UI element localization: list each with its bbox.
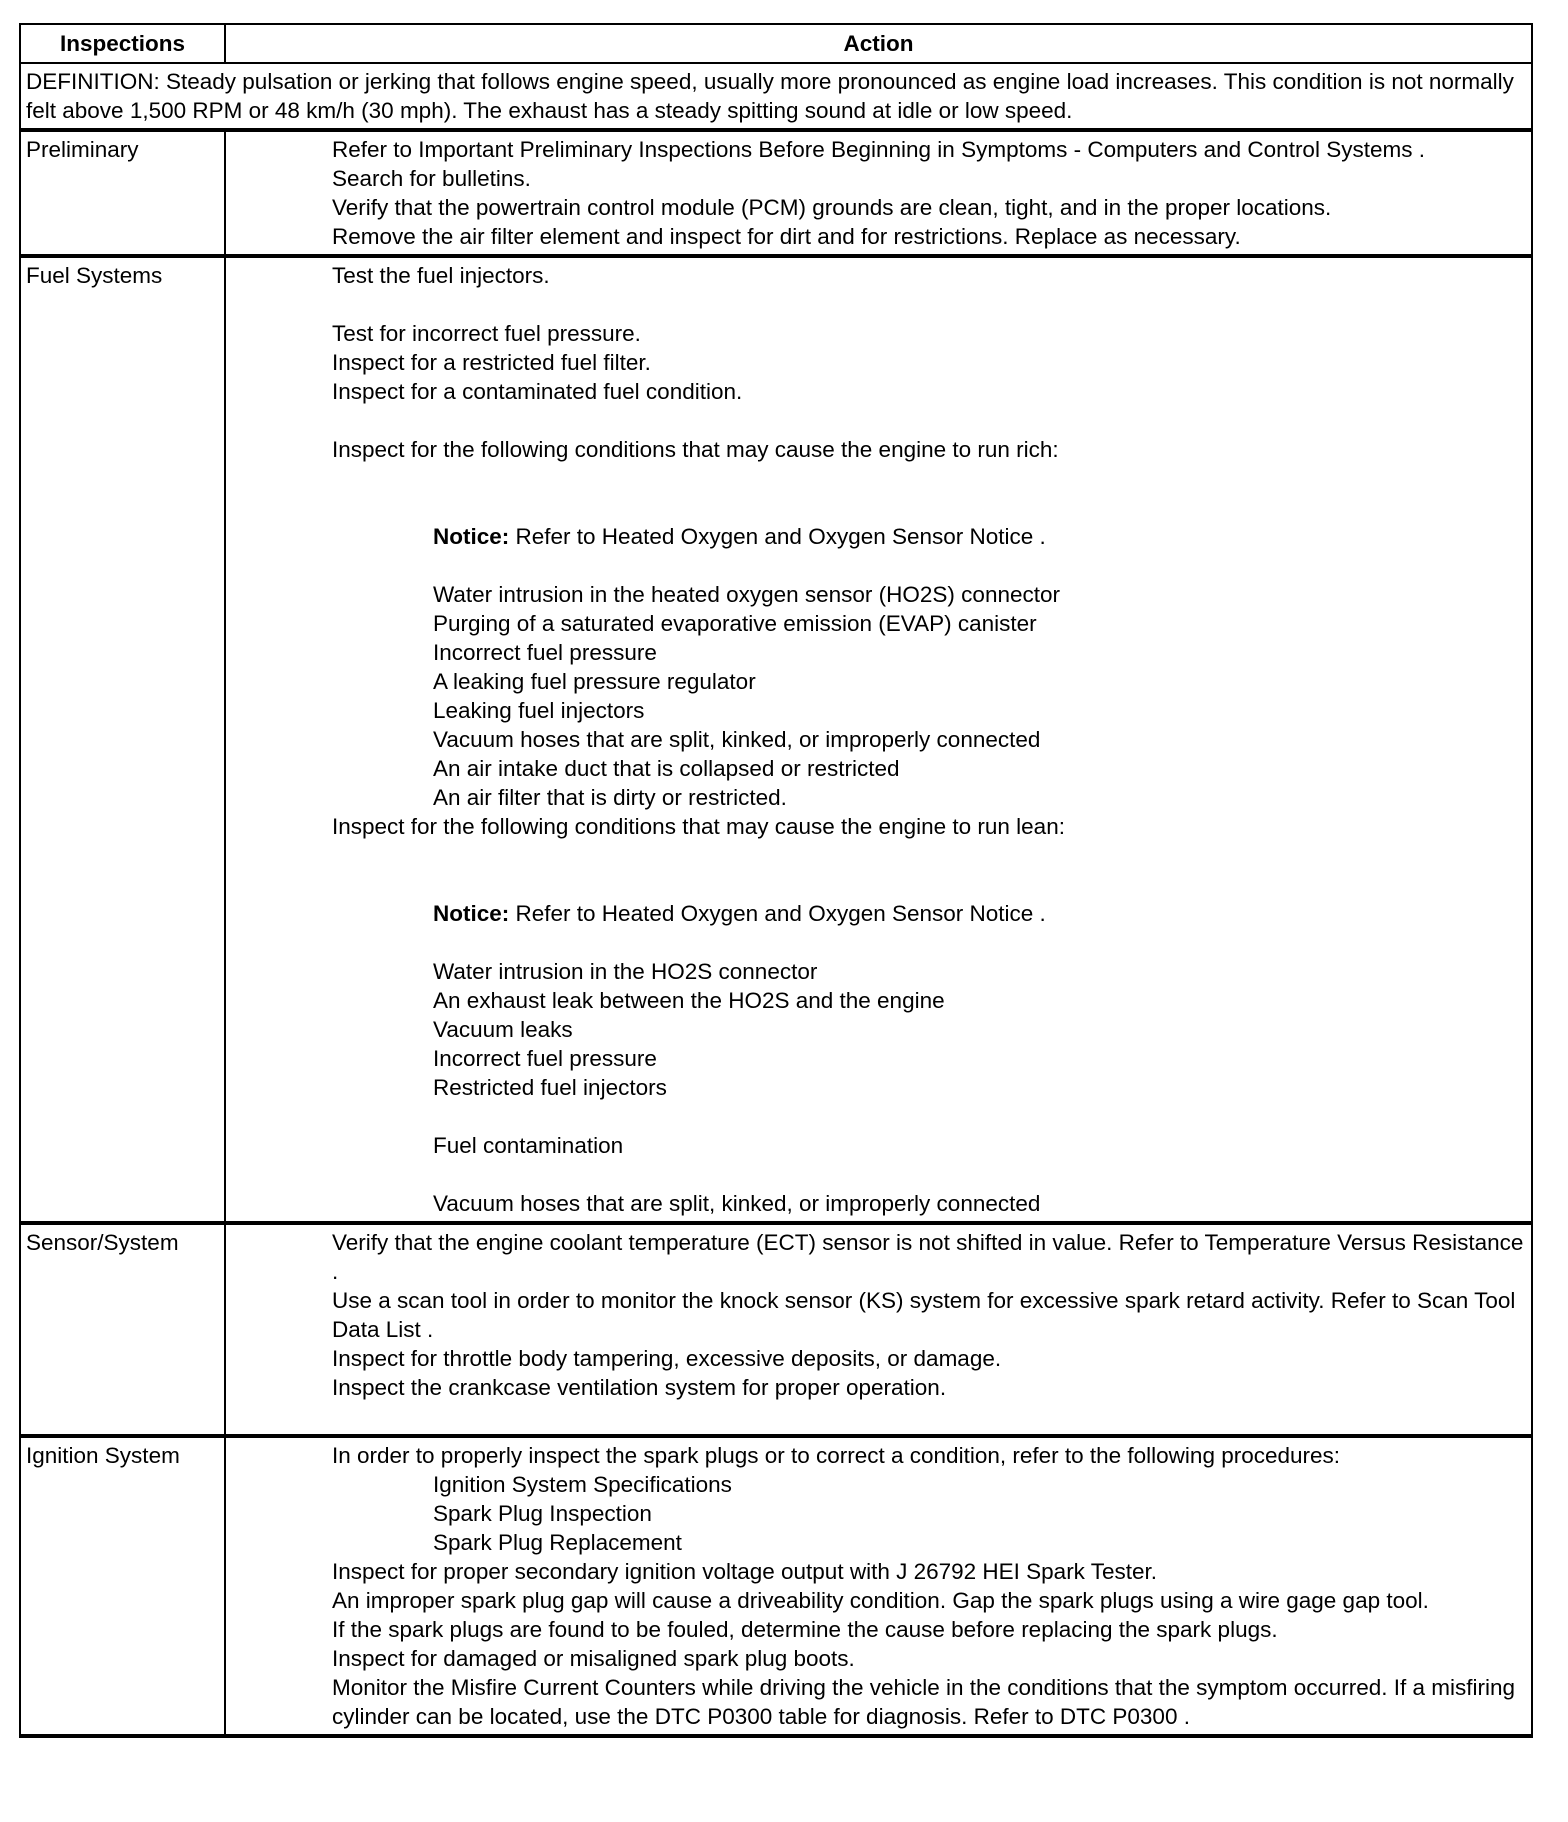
notice-rich — [332, 522, 1526, 551]
definition-text: DEFINITION: Steady pulsation or jerking that follows engine speed, usually more pronounced as engine load increases. This condition is not normally felt above 1,500 RPM or 48 km/h (30 mph). The exhaust has a steady spitting sound at idle or low speed. — [20, 63, 1532, 130]
header-row — [20, 24, 1532, 63]
procedure-item: Spark Plug Inspection — [433, 1501, 652, 1526]
action-line: Verify that the engine coolant temperature (ECT) sensor is not shifted in value. Refer to Temperature Versus Resistance . — [332, 1230, 1530, 1284]
notice-label: Notice: — [433, 901, 510, 926]
list-item: Incorrect fuel pressure — [433, 640, 657, 665]
category-sensor-system: Sensor/System — [20, 1223, 225, 1436]
list-item: An air intake duct that is collapsed or restricted — [433, 756, 900, 781]
diagnosis-table — [19, 23, 1533, 1738]
list-item: Vacuum leaks — [433, 1017, 573, 1042]
header-action: Action — [225, 24, 1532, 63]
list-item: Vacuum hoses that are split, kinked, or improperly connected — [433, 727, 1041, 752]
list-item: Water intrusion in the HO2S connector — [433, 959, 818, 984]
action-line: Test for incorrect fuel pressure. — [332, 321, 641, 346]
action-line: Search for bulletins. — [332, 166, 531, 191]
action-line: Use a scan tool in order to monitor the knock sensor (KS) system for excessive spark retard activity. Refer to Scan Tool Data List . — [332, 1288, 1522, 1342]
table-row-sensor-system — [20, 1223, 1532, 1436]
list-item: Fuel contamination — [433, 1133, 624, 1158]
list-item: Water intrusion in the heated oxygen sensor (HO2S) connector — [433, 582, 1060, 607]
action-line: Inspect the crankcase ventilation system for proper operation. — [332, 1375, 947, 1400]
list-item: Restricted fuel injectors — [433, 1075, 667, 1100]
procedure-item: Spark Plug Replacement — [433, 1530, 682, 1555]
table-row-preliminary — [20, 130, 1532, 256]
action-line: Inspect for a contaminated fuel condition. — [332, 379, 743, 404]
table-row-fuel-systems — [20, 256, 1532, 1223]
action-line: Monitor the Misfire Current Counters while driving the vehicle in the conditions that the symptom occurred. If a misfiring cylinder can be located, use the DTC P0300 table for diagnosis. Refer to DTC P0300 . — [332, 1675, 1522, 1729]
list-item: Leaking fuel injectors — [433, 698, 645, 723]
notice-label: Notice: — [433, 524, 510, 549]
notice-text: Refer to Heated Oxygen and Oxygen Sensor Notice . — [509, 524, 1046, 549]
action-line: Remove the air filter element and inspect for dirt and for restrictions. Replace as necessary. — [332, 224, 1241, 249]
action-ignition-system — [225, 1436, 1532, 1736]
action-line: In order to properly inspect the spark plugs or to correct a condition, refer to the following procedures: — [332, 1443, 1341, 1468]
action-preliminary — [225, 130, 1532, 256]
action-line: Inspect for throttle body tampering, excessive deposits, or damage. — [332, 1346, 1002, 1371]
list-item: A leaking fuel pressure regulator — [433, 669, 756, 694]
rich-intro: Inspect for the following conditions that may cause the engine to run rich: — [332, 437, 1059, 462]
category-fuel-systems: Fuel Systems — [20, 256, 225, 1223]
action-line: Inspect for a restricted fuel filter. — [332, 350, 651, 375]
action-fuel-systems — [225, 256, 1532, 1223]
action-line: Inspect for damaged or misaligned spark plug boots. — [332, 1646, 855, 1671]
action-line: An improper spark plug gap will cause a driveability condition. Gap the spark plugs using a wire gage gap tool. — [332, 1588, 1429, 1613]
list-item: Vacuum hoses that are split, kinked, or improperly connected — [433, 1191, 1041, 1216]
list-item: Purging of a saturated evaporative emission (EVAP) canister — [433, 611, 1037, 636]
list-item: An exhaust leak between the HO2S and the engine — [433, 988, 945, 1013]
category-preliminary: Preliminary — [20, 130, 225, 256]
lean-intro: Inspect for the following conditions that may cause the engine to run lean: — [332, 814, 1065, 839]
procedure-item: Ignition System Specifications — [433, 1472, 732, 1497]
header-inspections: Inspections — [20, 24, 225, 63]
table-row-ignition-system — [20, 1436, 1532, 1736]
category-ignition-system: Ignition System — [20, 1436, 225, 1736]
notice-text: Refer to Heated Oxygen and Oxygen Sensor Notice . — [509, 901, 1046, 926]
action-line: Verify that the powertrain control module (PCM) grounds are clean, tight, and in the proper locations. — [332, 195, 1332, 220]
action-line: Test the fuel injectors. — [332, 263, 550, 288]
notice-lean — [332, 899, 1526, 928]
action-line: Inspect for proper secondary ignition voltage output with J 26792 HEI Spark Tester. — [332, 1559, 1158, 1584]
list-item: An air filter that is dirty or restricted. — [433, 785, 787, 810]
definition-row — [20, 63, 1532, 130]
list-item: Incorrect fuel pressure — [433, 1046, 657, 1071]
action-line: Refer to Important Preliminary Inspections Before Beginning in Symptoms - Computers and Control Systems . — [332, 137, 1425, 162]
action-sensor-system — [225, 1223, 1532, 1436]
action-line: If the spark plugs are found to be fouled, determine the cause before replacing the spark plugs. — [332, 1617, 1278, 1642]
